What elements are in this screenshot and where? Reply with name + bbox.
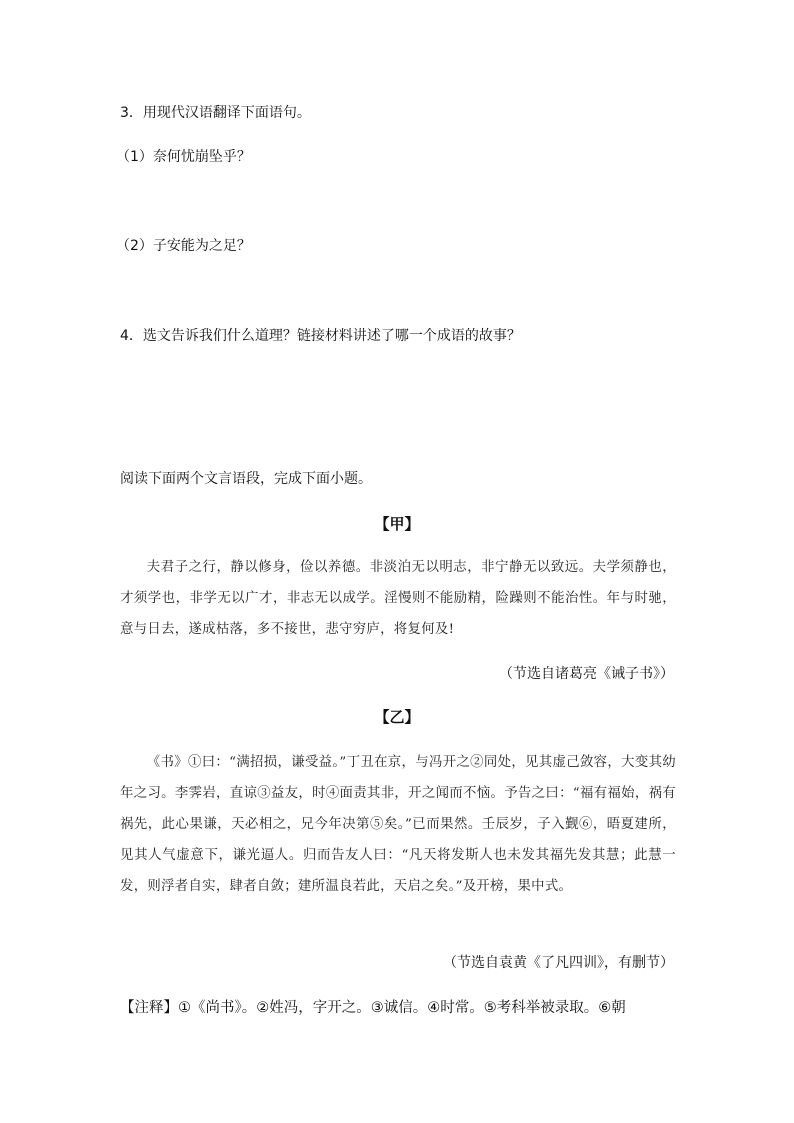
question-4: 4．选文告诉我们什么道理？链接材料讲述了哪一个成语的故事？ bbox=[120, 328, 521, 344]
annotations: 【注释】①《尚书》。②姓冯，字开之。③诚信。④时常。⑤考科举被录取。⑥朝 bbox=[120, 1000, 626, 1016]
passage-yi-heading: 【乙】 bbox=[374, 708, 420, 726]
question-3-part-1: （1）奈何忧崩坠乎？ bbox=[116, 149, 251, 165]
passage-jia-heading: 【甲】 bbox=[374, 515, 420, 533]
reading-instructions: 阅读下面两个文言语段，完成下面小题。 bbox=[120, 471, 372, 487]
passage-jia-text: 夫君子之行，静以修身，俭以养德。非淡泊无以明志，非宁静无以致远。夫学须静也，才须学也，非学无以广才，非志无以成学。淫慢则不能励精，险躁则不能治性。年与时驰，意与日去，遂成枯落，多不接世，悲守穷庐，将复何及! bbox=[120, 560, 676, 637]
question-3: 3．用现代汉语翻译下面语句。 bbox=[120, 105, 311, 121]
passage-jia-source: （节选自诸葛亮《诫子书》） bbox=[499, 666, 674, 682]
question-3-part-2: （2）子安能为之足？ bbox=[116, 238, 251, 254]
passage-yi-source: （节选自袁黄《了凡四训》，有删节） bbox=[443, 955, 674, 971]
passage-yi-text: 《书》①曰：“满招损，谦受益。”丁丑在京，与冯开之②同处，见其虚己敛容，大变其幼年之习。李霁岩，直谅③益友，时④面责其非，开之闻而不恼。予告之曰：“福有福始，祸有祸先，此心果谦，天必相之，兄今年决第⑤矣。”已而果然。壬辰岁，子入觐⑥，晤夏建所，见其人气虚意下，谦光逼人。归而告友人曰：“凡天将发斯人也未发其福先发其慧；此慧一发，则浮者自实，肆者自敛；建所温良若此，天启之矣。”及开榜，果中式。 bbox=[120, 755, 676, 894]
